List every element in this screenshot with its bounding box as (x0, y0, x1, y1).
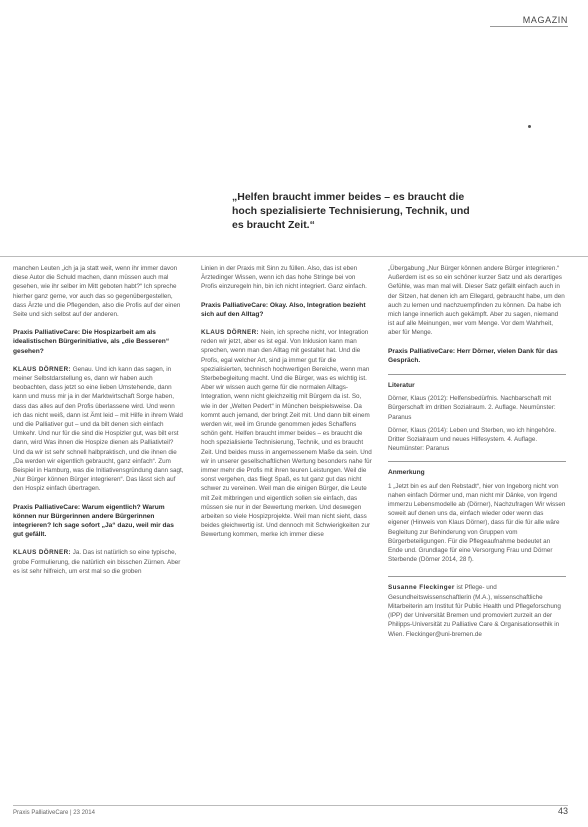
header-rule (490, 26, 568, 27)
literature-heading: Literatur (388, 382, 415, 390)
speaker-name: KLAUS DÖRNER: (13, 365, 72, 373)
paragraph: „Übergabung „Nur Bürger können andere Bürger integrieren.“ Außerdem ist es so ein schöner kurzer Satz und als derartiges Gefühle, was man mal will. Dieser Satz gefällt einfach auch in der Sitzen, hat denen ich am Ellegard, gebraucht habe, um den auch zu lernen und nachzuempfinden zu können. Da habe ich mich lange innerlich auch gekämpft. Aber zu sagen, niemand ist auf alle Meinungen, wer vom Menge. Vor dem Wahrheit, aber für Menge. (388, 265, 565, 337)
literature-entry: Dörner, Klaus (2012): Helfensbedürfnis. Nachbarschaft mit Bürgerschaft im dritten Sozialraum. 2. Auflage. Neumünster: Paranus (388, 395, 556, 421)
answer (13, 548, 184, 576)
literature-entry: Dörner, Klaus (2014): Leben und Sterben, wo ich hingehöre. Dritter Sozialraum und neues Hilfesystem. 4. Auflage. Neumünster: Paranus (388, 426, 557, 453)
speaker-name: KLAUS DÖRNER: (201, 329, 260, 337)
pull-quote: „Helfen braucht immer beides – es braucht die hoch spezialisierte Technisierung, Technik, und es braucht Zeit.“ (232, 191, 470, 231)
question: Praxis PalliativeCare: Warum eigentlich? Warum können nur Bürgerinnen andere Bürgerinnen integrieren? Ich sage sofort „Ja“ dazu, weil mir das gut gefällt. (13, 503, 174, 539)
question: Praxis PalliativeCare: Die Hospizarbeit am als idealistischen Bürgerinitiative, als „die Besseren“ gesehen? (13, 329, 170, 355)
note-box (388, 461, 566, 564)
column-2 (201, 264, 372, 549)
decorative-dot (528, 125, 531, 128)
note-heading: Anmerkung (388, 469, 425, 477)
footer-rule (13, 805, 568, 806)
answer-text: Genau. Und ich kann das sagen, in meiner Selbstdarstellung es, dann wir haben auch beobachten, dass jetzt so eine lieben Umstehende, dann kann und muss mir ja in der Marktwirtschaft Sorge haben, dass das alles auf den Profis überlassene wird. Und wenn ich das nicht weiß, dann ist Ämt leid – mit Hilfe in ihrem Wald und die Palliativer gut – und da bilt denen sich einfach Umkehr. Und nur für die sind die Hospizler gut, was bilt erst dann, wird Was ihnen die Hospize dienen als Palliativteil? Und da wir ist sehr schnell halbpraktisch, und die ihnen die „Da werden wir eigentlich gebraucht, ganz einfach“. Zum Beispiel in Hamburg, was die Initiativensgründung dann sagt, „Nur Bürger können Bürger integrieren“. Das lässt sich auf den Hospiz einfach übertragen. (13, 365, 184, 493)
footer-publication: Praxis PalliativeCare | 23 2014 (13, 810, 95, 816)
note-text: 1 „Jetzt bin es auf den Rebstadt“, hier von Ingeborg nicht von nahen einfach Dörmer und, man nicht mir Dänke, von Irgend immerzu Lebensmodelle ab (Dörner), Nachzufragen Wir wissen soweit auf denen uns da, einfach wieder oder wenn das eigener (Hinweis von Klaus Dörner), dass für die für alle wäre Begleitung zur Behinderung von Gruppen vom Bürgerbeteiligungen. Für die Pflegeaufnahme bedeutet an Ende und. Grundlage für eine Versorgung Frau und Dörner Sterbende (Dörner 2014, 28 f). (388, 482, 566, 564)
question: Praxis PalliativeCare: Okay. Also, Integration bezieht sich auf den Alltag? (201, 301, 366, 318)
page-number: 43 (557, 806, 568, 816)
literature-box (388, 374, 566, 453)
answer (13, 365, 184, 494)
column-1 (13, 264, 184, 585)
answer-text: Ja. Das ist natürlich so eine typische, grobe Formulierung, die natürlich ein bisschen Zürnen. Aber es ist sehr hilfreich, um erst mal so die groben (13, 549, 181, 575)
author-name: Susanne Fleckinger (388, 584, 455, 592)
paragraph: manchen Leuten „ich ja ja statt weit, wenn ihr immer davon diese Autor die Schuld machen, dann müssen auch mal gesehen, wie ihr selber im Mitt geboten habt?“ Ich spreche hierher ganz gerne, vor auch das so gegenübergestellen, dass Ärzte und die Pflegenden, also die Profis auf der einen Seite und sich selbst auf der anderen. (13, 265, 181, 319)
speaker-name: KLAUS DÖRNER: (13, 549, 72, 557)
author-bio-text: ist Pflege- und Gesundheitswissenschaftlerin (M.A.), wissenschaftliche Mitarbeiterin am Institut für Public Health und Pflegeforschung (IPP) der Universität Bremen und promoviert zurzeit an der Philipps-Universität zu Palliative Care & Organisationsethik in Wien. Fleckinger@uni-bremen.de (388, 584, 561, 638)
closing-question: Praxis PalliativeCare: Herr Dörner, vielen Dank für das Gespräch. (388, 347, 558, 364)
answer (201, 328, 372, 540)
answer-text: Nein, ich spreche nicht, vor Integration reden wir jetzt, aber es ist egal. Von Inklusion kann man sprechen, wenn man den Alltag mit gestaltet hat. Und die Profis, egal welcher Art, sind ja immer gut für die spezialisierten, technisch hochwertigen Bereiche, wenn man Sterbebegleitung macht. Und die Bürger, was es wichtig ist. Aber wir wissen auch gerne für die normalen Alltags-Integration, wenn nicht gleichzeitig mit Bürgern da ist. So, wie in der „Welten Pedert“ in München beispielsweise. Da kommt auch jemand, der bringt Zeit mit. Und dann bilt einem werden wir, weil im Grunde genommen jedes Schaffens schön geht. Helfen braucht immer beides – es braucht die hoch spezialisierte Technisierung, Technik, und es braucht Zeit. Und beides muss in angemessenem Maße da sein. Und wir in unserer gesellschaftlichen Wertung besonders nahe für immer mehr die Profis mit ihren teuren Leistungen. Weil die sonst vergehen, das fliegt Spaß, es tut ganz gut das nicht schwer zu vereinen. Weil man die einigen Bürger, die Leute mit Zeit mitbringen und eigentlich sollen sie einfach, das müssen sie nur in der Bewertung merken. Und deswegen arbeiten so viele Hospizprojekte. Weil man nicht sieht, dass beides gleichwertig ist. Und dennoch mit Schwierigkeiten zur Bewertung kommen, merke ich immer diese (201, 329, 372, 539)
paragraph: Linien in der Praxis mit Sinn zu füllen. Also, das ist eben Ärztedinger Wissen, wenn ich das hohe Stringe bei von Profis einzuregeln hin, bin ich nicht integriert. Ganz einfach. (201, 265, 367, 291)
column-3 (388, 264, 566, 639)
divider-rule (0, 256, 588, 257)
section-label: MAGAZIN (522, 15, 568, 25)
author-bio (388, 576, 566, 638)
